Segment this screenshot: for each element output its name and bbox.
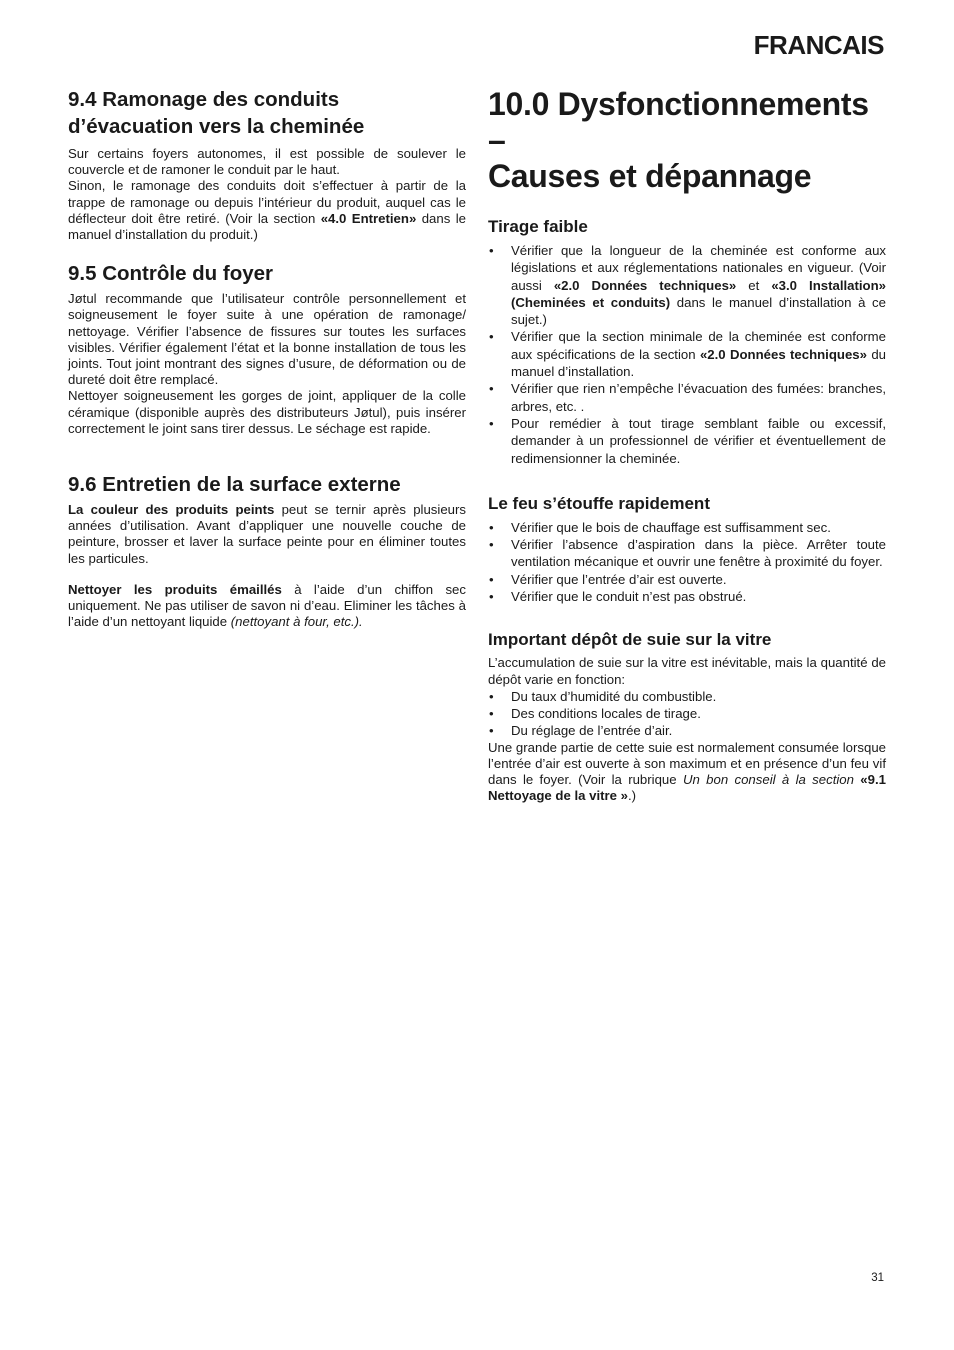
bullet: •: [489, 706, 494, 722]
chapter-10-title-line1: 10.0 Dysfonctionnements –: [488, 86, 869, 158]
bullet: •: [489, 329, 494, 345]
text: dans le manuel d’installation du produit.): [68, 210, 466, 243]
list-item: [488, 571, 886, 588]
text: Du réglage de l’entrée d’air.: [511, 723, 673, 739]
section-9-4-paragraph-1: Sur certains foyers autonomes, il est possible de soulever le couvercle et de ramoner le conduit par le haut.: [68, 146, 466, 178]
depot-suie-paragraph-1: L’accumulation de suie sur la vitre est inévitable, mais la quantité de dépôt varie en fonction:: [488, 655, 886, 687]
list-item: [488, 242, 886, 328]
text: Vérifier que la section minimale de la cheminée est conforme aux spécifications de la section: [511, 329, 886, 362]
list-item: [488, 588, 886, 605]
ref: «3.0 Installation» (Cheminées et conduits): [511, 277, 886, 310]
bullet: •: [489, 723, 494, 739]
section-tirage-faible: [488, 216, 886, 467]
text: Vérifier l’absence d’aspiration dans la pièce. Arrêter toute ventilation mécanique et ouvrir une fenêtre à proximité du foyer.: [511, 537, 886, 570]
list-item: [488, 415, 886, 467]
text: Vérifier que le bois de chauffage est suffisamment sec.: [511, 519, 831, 535]
ref: «2.0 Données techniques»: [699, 346, 867, 362]
depot-suie-paragraph-2: [488, 740, 886, 805]
section-9-6-paragraph-2: [68, 582, 466, 631]
bullet: •: [489, 415, 494, 431]
text: Vérifier que la longueur de la cheminée est conforme aux législations et aux réglementations nationales en vigueur. (Voir aussi: [511, 243, 886, 293]
text: dans le manuel d’installation à ce sujet.): [511, 294, 886, 328]
text: Une grande partie de cette suie est normalement consumée lorsque l’entrée d’air est ouverte à son maximum et en présence d’un feu vif dans le foyer. (Voir la rubrique: [488, 739, 886, 788]
ref: «2.0 Données techniques»: [553, 277, 737, 293]
text: .): [628, 788, 637, 804]
text: peut se ternir après plusieurs années d’utilisation. Avant d’appliquer une nouvelle couche de peinture, brosser et laver la surface peinte pour en éliminer toutes les particules.: [68, 502, 466, 566]
bullet: •: [489, 589, 494, 605]
section-9-4-title-line1: 9.4 Ramonage des conduits: [68, 88, 340, 111]
bullet: •: [489, 243, 494, 258]
bullet: •: [489, 537, 494, 553]
section-depot-suie: [488, 629, 886, 804]
section-9-6-paragraph-1: [68, 502, 466, 567]
left-column: [68, 86, 466, 646]
bold-lead: Nettoyer les produits émaillés: [68, 581, 282, 597]
tirage-faible-list: [488, 242, 886, 467]
list-item: [488, 519, 886, 536]
text: à l’aide d’un chiffon sec uniquement. Ne pas utiliser de savon ni d’eau. Eliminer les tâches à l’aide d’un nettoyant liquide: [68, 581, 466, 630]
list-item: [488, 688, 886, 705]
text: du manuel d’installation.: [511, 346, 886, 380]
section-9-6: [68, 471, 466, 630]
language-label: FRANCAIS: [753, 30, 884, 60]
depot-suie-title: Important dépôt de suie sur la vitre: [488, 630, 772, 650]
bullet: •: [489, 381, 494, 397]
text: Du taux d’humidité du combustible.: [511, 688, 717, 704]
list-item: [488, 705, 886, 722]
bullet: •: [489, 519, 494, 535]
section-9-4-title-line2: d’évacuation vers la cheminée: [68, 115, 365, 138]
bold-lead: La couleur des produits peints: [68, 502, 275, 518]
italic-text: Un bon conseil à la section: [682, 772, 854, 788]
section-9-6-title: 9.6 Entretien de la surface externe: [68, 473, 401, 497]
text: et: [736, 277, 772, 293]
text: Vérifier que l’entrée d’air est ouverte.: [511, 571, 727, 587]
list-item: [488, 536, 886, 571]
section-9-5: [68, 260, 466, 437]
ref-entretien: «4.0 Entretien»: [320, 210, 417, 226]
right-column: [488, 86, 886, 820]
chapter-10-title: [488, 86, 886, 194]
feu-etouffe-list: [488, 519, 886, 605]
text: Vérifier que rien n’empêche l’évacuation des fumées: branches, arbres, etc. .: [511, 381, 886, 414]
section-9-4-paragraph-2: [68, 178, 466, 243]
text: Pour remédier à tout tirage semblant faible ou excessif, demander à un professionnel de vérifier et éventuellement de redimensionner la cheminée.: [511, 415, 886, 466]
section-feu-etouffe: [488, 493, 886, 605]
chapter-10-title-line2: Causes et dépannage: [488, 158, 812, 194]
text: Des conditions locales de tirage.: [511, 706, 701, 722]
bullet: •: [489, 688, 494, 704]
text: Sinon, le ramonage des conduits doit s’effectuer à partir de la trappe de ramonage ou depuis l’intérieur du produit, auquel cas le déflecteur doit être retiré. (Voir la section: [68, 178, 466, 226]
text: Vérifier que le conduit n’est pas obstrué.: [511, 589, 747, 605]
bullet: •: [489, 571, 494, 587]
ref: «9.1 Nettoyage de la vitre »: [488, 772, 886, 804]
section-9-5-title: 9.5 Contrôle du foyer: [68, 262, 274, 286]
list-item: [488, 380, 886, 415]
section-9-4-title: [68, 86, 466, 140]
list-item: [488, 328, 886, 380]
page-number: 31: [871, 1272, 884, 1284]
section-9-5-paragraph-2: Nettoyer soigneusement les gorges de joint, appliquer de la colle céramique (disponible auprès des distributeurs Jøtul), puis insérer correctement le joint sans tirer dessus. Le séchage est rapide.: [68, 388, 466, 436]
section-9-5-paragraph-1: Jøtul recommande que l’utilisateur contrôle personnellement et soigneusement le foyer suite à une opération de ramonage/ nettoyage. Vérifier l’absence de fissures sur toutes les surfaces visibles. Vérifier également l’état et la bonne installation de tous les joints. Tout joint montrant des signes d’usure, de déformation ou de dureté doit être remplacé.: [68, 291, 466, 388]
list-item: [488, 722, 886, 739]
feu-etouffe-title: Le feu s’étouffe rapidement: [488, 493, 710, 513]
section-9-4: [68, 86, 466, 243]
italic-text: (nettoyant à four, etc.).: [230, 614, 363, 630]
tirage-faible-title: Tirage faible: [488, 217, 588, 236]
depot-suie-list: [488, 688, 886, 740]
